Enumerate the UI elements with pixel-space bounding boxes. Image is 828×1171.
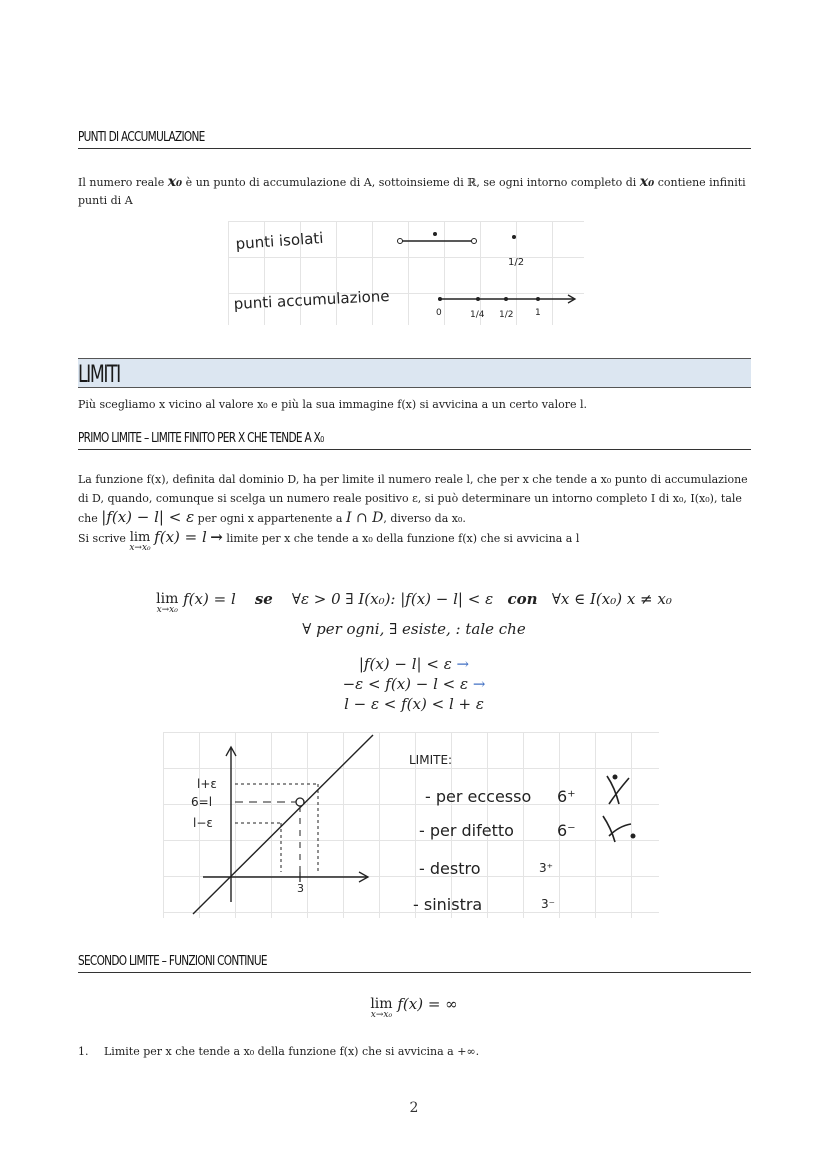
primo-limite-definition: La funzione f(x), definita dal dominio D, ha per limite il numero reale l, che per x che tende a x₀ punto di accumulazione di D, quando, comunque si scelga un numero reale positivo ε, si può determinare un intorno completo I di x₀, I(x₀), tale che |f(x) − l| < ε per ogni x appartenente a I ∩ D, diverso da x₀. [78, 473, 748, 526]
point-half [504, 297, 508, 301]
heading-primo-limite: PRIMO LIMITE – LIMITE FINITO PER X CHE TENDE A X₀ [78, 430, 751, 450]
hole-point [296, 798, 304, 806]
sketch-dot-difetto [631, 834, 636, 839]
function-line [193, 735, 373, 914]
list-item: 1. Limite per x che tende a x₀ della funzione f(x) che si avvicina a +∞. [78, 1045, 480, 1058]
lim-secondo: lim x→x₀ [370, 996, 393, 1020]
label-punti-accumulazione: punti accumulazione [233, 286, 390, 313]
si-scrive-line: Si scrive lim x→x₀ f(x) = l → limite per x che tende a x₀ della funzione f(x) che si avvicina a l [78, 528, 580, 553]
arrow-icon: → [210, 528, 223, 546]
point-0 [438, 297, 442, 301]
label-l-minus-eps: l−ε [193, 816, 213, 830]
tick-half: 1/2 [499, 310, 514, 320]
label-x3: 3 [297, 882, 304, 895]
limiti-intro: Più scegliamo x vicino al valore x₀ e più la sua immagine f(x) si avvicina a un certo valore l. [78, 398, 587, 411]
heading-punti-accumulazione: PUNTI DI ACCUMULAZIONE [78, 129, 751, 149]
isolated-point-open [398, 239, 403, 244]
note-per-difetto: - per difetto [419, 821, 514, 840]
page-number: 2 [409, 1100, 419, 1116]
sketch-dot-eccesso [613, 775, 618, 780]
inequality-3: l − ε < f(x) < l + ε [344, 695, 484, 713]
label-punti-isolati: punti isolati [235, 228, 324, 253]
lim-inline: lim x→x₀ [129, 530, 151, 553]
tick-0: 0 [436, 308, 442, 318]
notes-title: LIMITE: [409, 753, 453, 767]
note-sinistra: - sinistra [413, 895, 483, 914]
isolated-point-half [512, 235, 516, 239]
lim-main: lim x→x₀ [156, 591, 179, 615]
label-l-plus-eps: l+ε [197, 777, 217, 791]
note-per-eccesso: - per eccesso [425, 787, 532, 806]
heading-limiti: LIMITI [78, 358, 751, 388]
accumulazione-definition: Il numero reale x₀ è un punto di accumulazione di A, sottoinsieme di ℝ, se ogni intorno completo di x₀ contiene infiniti punti di A [78, 174, 746, 207]
limit-graph-sketch [163, 732, 659, 918]
note-destro-value: 3⁺ [539, 861, 553, 875]
note-sinistra-value: 3⁻ [541, 897, 555, 911]
sketch-curve-difetto [603, 816, 631, 842]
inequality-2: −ε < f(x) − l < ε → [342, 675, 486, 693]
label-l: 6=l [191, 795, 213, 809]
tick-1: 1 [535, 308, 541, 318]
tick-quarter: 1/4 [470, 310, 485, 320]
isolated-point-open-end [472, 239, 477, 244]
sketch-curve-eccesso [607, 776, 629, 804]
formula-main: lim x→x₀ f(x) = l se ∀ε > 0 ∃ I(x₀): |f(x) − l| < ε con ∀x ∈ I(x₀) x ≠ x₀ [156, 590, 672, 615]
note-per-eccesso-value: 6⁺ [557, 787, 576, 806]
note-per-difetto-value: 6⁻ [557, 821, 576, 840]
formula-secondo: lim x→x₀ f(x) = ∞ [370, 995, 458, 1020]
note-destro: - destro [419, 859, 481, 878]
point-quarter [476, 297, 480, 301]
accumulation-points-sketch [228, 221, 584, 325]
formula-legend: ∀ per ogni, ∃ esiste, : tale che [302, 620, 526, 638]
isolated-point [433, 232, 437, 236]
tick-half-isolated: 1/2 [508, 257, 525, 268]
inequality-1: |f(x) − l| < ε → [358, 655, 470, 673]
point-1 [536, 297, 540, 301]
heading-secondo-limite: SECONDO LIMITE – FUNZIONI CONTINUE [78, 953, 751, 973]
